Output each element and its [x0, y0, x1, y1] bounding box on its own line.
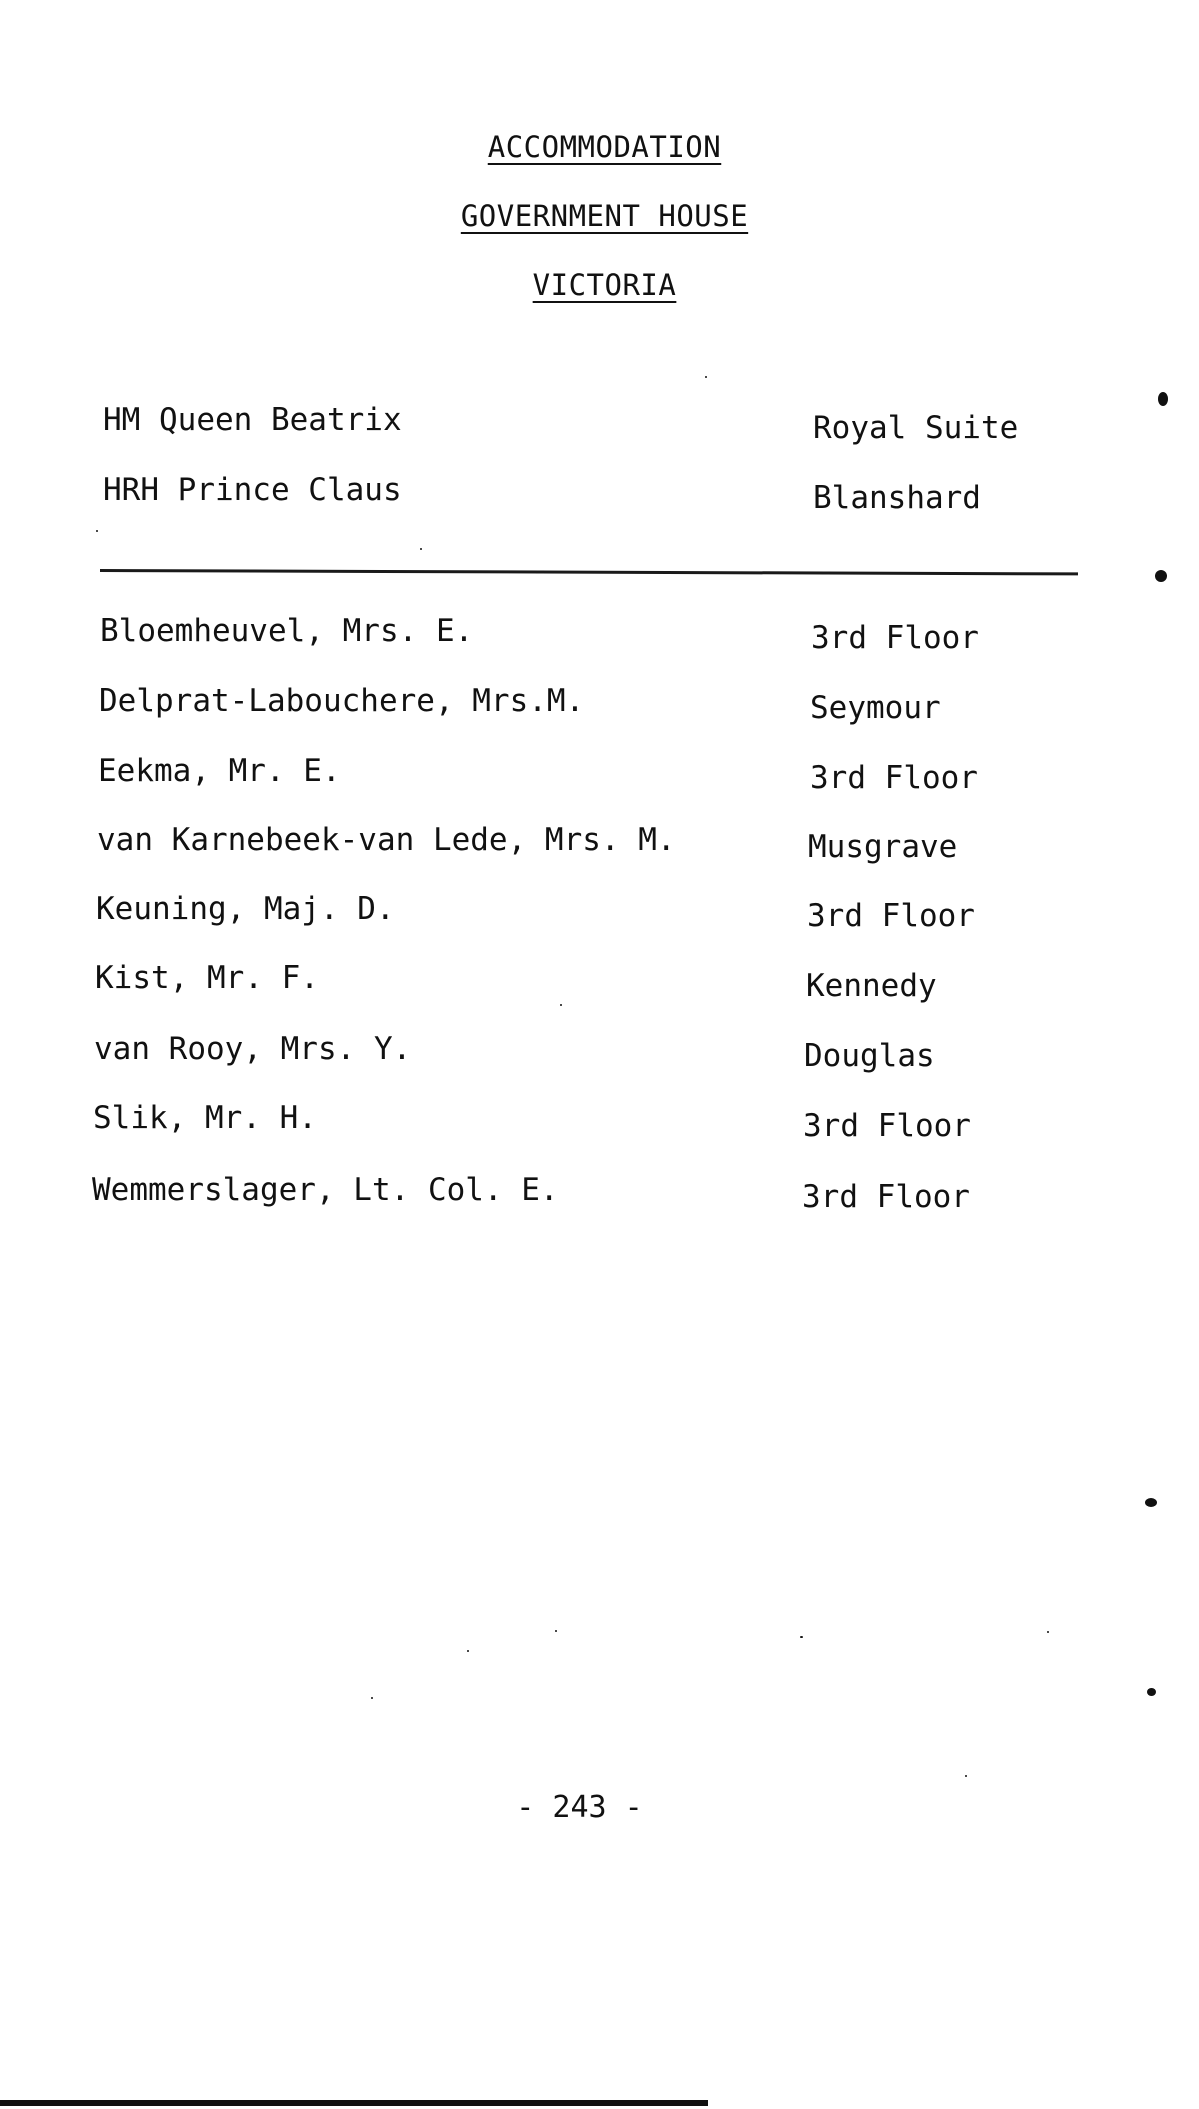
- scan-speck: [1158, 392, 1168, 406]
- scan-speck: [467, 1650, 469, 1652]
- royal-row: [103, 472, 1023, 516]
- guest-name: van Rooy, Mrs. Y.: [94, 1031, 412, 1067]
- scan-speck: [1147, 1688, 1156, 1696]
- guest-name: Wemmerslager, Lt. Col. E.: [92, 1172, 559, 1208]
- guest-row: [99, 683, 1019, 726]
- royal-room: Royal Suite: [813, 410, 1019, 446]
- guest-row: [96, 891, 1016, 934]
- guest-row: [94, 1031, 1014, 1074]
- scan-speck: [1145, 1498, 1157, 1507]
- guest-row: [100, 613, 1020, 656]
- guest-row: [98, 753, 1018, 796]
- title-accommodation: ACCOMMODATION: [487, 130, 722, 164]
- scan-speck: [965, 1775, 967, 1777]
- title-victoria: VICTORIA: [532, 268, 677, 302]
- guest-name: Keuning, Maj. D.: [96, 891, 395, 927]
- royal-name: HM Queen Beatrix: [103, 402, 402, 438]
- guest-room: 3rd Floor: [811, 620, 979, 656]
- guest-room: Seymour: [810, 690, 941, 726]
- scan-speck: [420, 548, 422, 550]
- guest-name: Bloemheuvel, Mrs. E.: [100, 613, 474, 649]
- scan-speck: [371, 1697, 373, 1699]
- guest-name: Eekma, Mr. E.: [98, 753, 341, 789]
- guest-room: Musgrave: [808, 829, 958, 865]
- royal-row: [103, 402, 1023, 446]
- guest-name: van Karnebeek-van Lede, Mrs. M.: [97, 822, 676, 858]
- guest-room: 3rd Floor: [802, 1179, 970, 1215]
- guest-room: 3rd Floor: [810, 760, 978, 796]
- guest-room: 3rd Floor: [803, 1108, 971, 1144]
- scan-speck: [1047, 1631, 1049, 1633]
- section-divider: [100, 569, 1078, 575]
- scan-speck: [705, 376, 707, 378]
- guest-row: [93, 1100, 1013, 1144]
- scan-speck: [96, 530, 98, 532]
- guest-name: Slik, Mr. H.: [93, 1100, 317, 1136]
- guest-name: Delprat-Labouchere, Mrs.M.: [99, 683, 585, 719]
- guest-room: Douglas: [804, 1038, 935, 1074]
- scan-speck: [1155, 570, 1167, 582]
- page-number: - 243 -: [516, 1790, 643, 1825]
- royal-name: HRH Prince Claus: [103, 472, 402, 508]
- guest-row: [95, 960, 1015, 1004]
- title-government-house: GOVERNMENT HOUSE: [460, 199, 749, 233]
- guest-row: [97, 822, 1017, 865]
- scan-speck: [800, 1636, 803, 1638]
- bottom-edge-line: [0, 2100, 708, 2106]
- guest-room: 3rd Floor: [807, 898, 975, 934]
- scan-speck: [560, 1004, 562, 1006]
- guest-room: Kennedy: [806, 968, 937, 1004]
- guest-name: Kist, Mr. F.: [95, 960, 319, 996]
- royal-room: Blanshard: [813, 480, 981, 516]
- guest-row: [92, 1172, 1012, 1215]
- scan-speck: [555, 1630, 557, 1632]
